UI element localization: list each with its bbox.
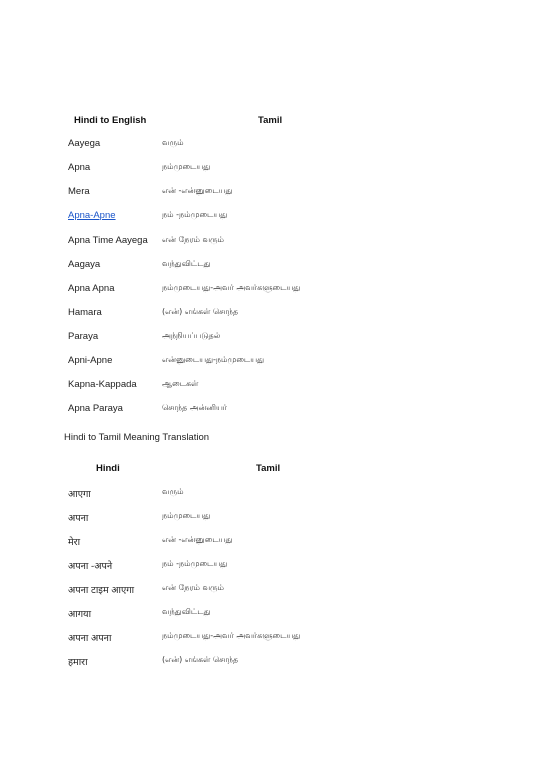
row-term: आगया <box>68 609 92 620</box>
table2-header-hindi: Hindi <box>96 463 120 474</box>
row-meaning: என் -என்னுடையது <box>162 186 233 195</box>
row-meaning: வரும் <box>162 487 184 496</box>
table-row <box>0 235 550 249</box>
row-term: Aayega <box>68 138 101 149</box>
table-row <box>0 331 550 345</box>
row-meaning: (என்) எங்கள் சொந்த <box>162 655 239 664</box>
row-meaning: நம் -நம்முடையது <box>162 210 228 219</box>
row-meaning: வந்துவிட்டது <box>162 259 211 268</box>
row-term: Apna Apna <box>68 283 115 294</box>
section-title: Hindi to Tamil Meaning Translation <box>64 432 210 443</box>
row-meaning: அந்நியப்படுதல் <box>162 331 221 340</box>
table-row <box>0 607 550 621</box>
table-row <box>0 655 550 669</box>
row-meaning: நம்முடையது-அவர் அவர்களுடையது <box>162 283 301 292</box>
table-row <box>0 511 550 525</box>
row-term: अपना अपना <box>68 633 112 644</box>
row-meaning: நம்முடையது <box>162 162 211 171</box>
table2-header-tamil: Tamil <box>256 463 281 474</box>
row-term: Mera <box>68 186 90 197</box>
row-meaning: ஆடைகள் <box>162 379 199 388</box>
table-row <box>0 355 550 369</box>
table-row <box>0 379 550 393</box>
table-row <box>0 403 550 417</box>
row-term: Hamara <box>68 307 102 318</box>
table-row <box>0 210 550 224</box>
table-row <box>0 283 550 297</box>
table-row <box>0 162 550 176</box>
row-meaning: நம்முடையது-அவர் அவர்களுடையது <box>162 631 301 640</box>
row-meaning: என்னுடையது-நம்முடையது <box>162 355 265 364</box>
row-meaning: வந்துவிட்டது <box>162 607 211 616</box>
table-row <box>0 138 550 152</box>
row-term: अपना टाइम आएगा <box>68 585 135 596</box>
apna-apne-link[interactable]: Apna-Apne <box>68 210 116 221</box>
row-term: Apna Paraya <box>68 403 123 414</box>
row-term: Apna <box>68 162 91 173</box>
table1-header-hindi-english: Hindi to English <box>74 115 147 126</box>
row-meaning: என் நேரம் வரும் <box>162 235 224 244</box>
table-row <box>0 186 550 200</box>
table-row <box>0 307 550 321</box>
row-meaning: நம்முடையது <box>162 511 211 520</box>
table-row <box>0 487 550 501</box>
row-meaning: (என்) எங்கள் சொந்த <box>162 307 239 316</box>
table-row <box>0 559 550 573</box>
row-term: अपना -अपने <box>68 561 113 572</box>
row-meaning: என் நேரம் வரும் <box>162 583 224 592</box>
table-row <box>0 631 550 645</box>
row-term: Apna Time Aayega <box>68 235 148 246</box>
row-term: अपना <box>68 513 89 524</box>
row-term: Apni-Apne <box>68 355 113 366</box>
table-row <box>0 583 550 597</box>
table-row <box>0 259 550 273</box>
row-meaning: சொந்த அன்னியர் <box>162 403 227 412</box>
row-term: हमारा <box>68 657 88 668</box>
table1-header-tamil: Tamil <box>258 115 283 126</box>
table-row <box>0 535 550 549</box>
row-term: Paraya <box>68 331 99 342</box>
row-term: Kapna-Kappada <box>68 379 137 390</box>
row-meaning: வரும் <box>162 138 184 147</box>
row-term: आएगा <box>68 489 91 500</box>
row-term: मेरा <box>68 537 81 548</box>
row-meaning: நம் -நம்முடையது <box>162 559 228 568</box>
row-meaning: என் -என்னுடையது <box>162 535 233 544</box>
row-term: Aagaya <box>68 259 101 270</box>
